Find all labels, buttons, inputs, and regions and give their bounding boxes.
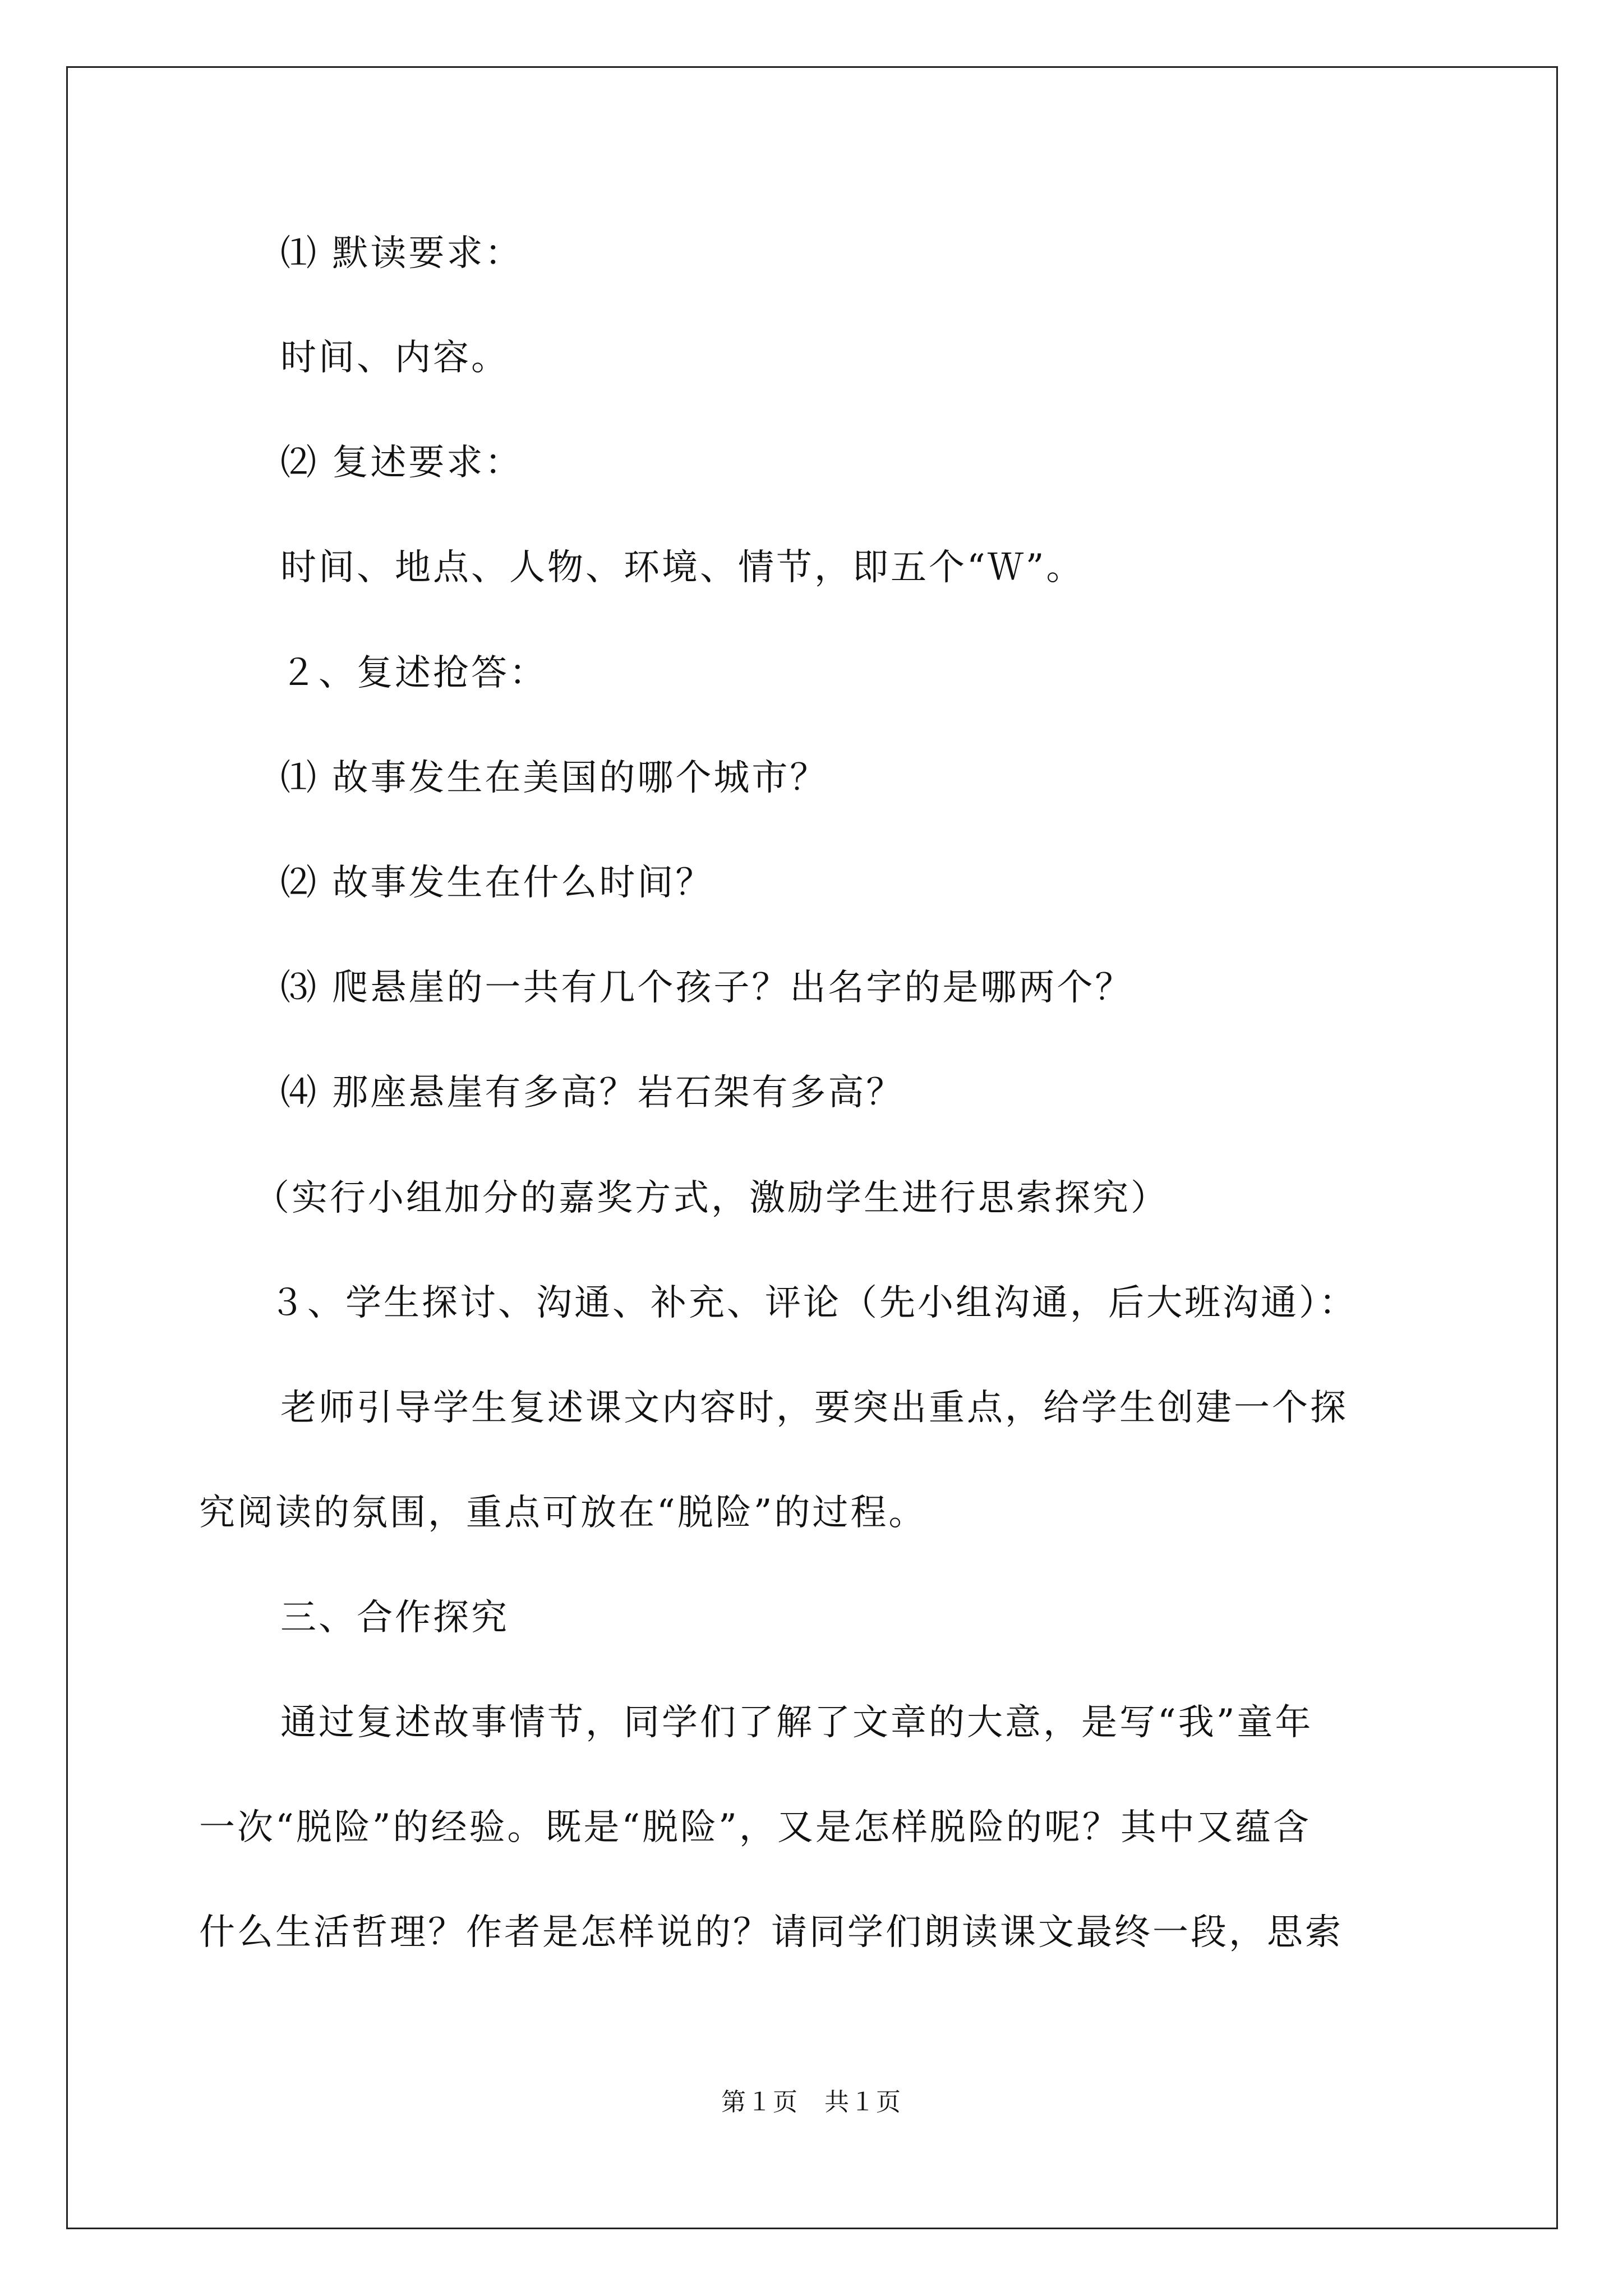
text-line-3: ⑵ 复述要求： [280, 442, 523, 484]
text-line-13: 究阅读的氛围，重点可放在“脱险”的过程。 [199, 1492, 927, 1534]
page-footer: 第１页 共１页 [721, 2088, 902, 2116]
page-border [66, 66, 1558, 2229]
text-line-11: ３、学生探讨、沟通、补充、评论（先小组沟通，后大班沟通）： [269, 1282, 1357, 1324]
text-line-12: 老师引导学生复述课文内容时，要突出重点，给学生创建一个探 [280, 1387, 1348, 1429]
text-line-1: ⑴ 默读要求： [280, 233, 523, 274]
text-line-9: ⑷ 那座悬崖有多高？岩石架有多高？ [280, 1072, 905, 1114]
text-line-5: ２、复述抢答： [280, 652, 547, 694]
text-line-8: ⑶ 爬悬崖的一共有几个孩子？出名字的是哪两个？ [280, 967, 1133, 1009]
text-line-10: （实行小组加分的嘉奖方式，激励学生进行思索探究） [253, 1177, 1169, 1219]
text-line-17: 什么生活哲理？作者是怎样说的？请同学们朗读课文最终一段，思索 [199, 1912, 1343, 1953]
text-line-4: 时间、地点、人物、环境、情节，即五个“Ｗ”。 [280, 547, 1085, 588]
text-line-2: 时间、内容。 [280, 337, 509, 379]
text-line-14: 三、合作探究 [280, 1597, 509, 1639]
text-line-6: ⑴ 故事发生在美国的哪个城市？ [280, 757, 828, 799]
text-line-7: ⑵ 故事发生在什么时间？ [280, 862, 714, 904]
text-line-15: 通过复述故事情节，同学们了解了文章的大意，是写“我”童年 [280, 1702, 1313, 1743]
text-line-16: 一次“脱险”的经验。既是“脱险”，又是怎样脱险的呢？其中又蕴含 [199, 1807, 1311, 1848]
